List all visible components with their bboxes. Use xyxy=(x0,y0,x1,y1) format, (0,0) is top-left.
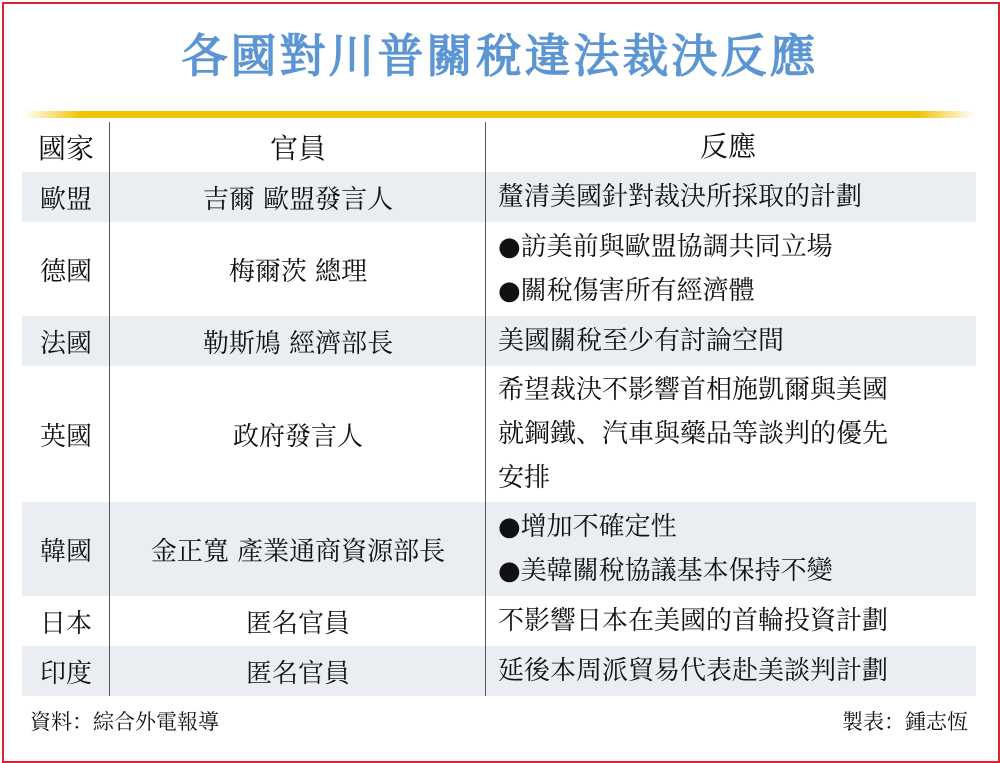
row-country: 德國 xyxy=(39,256,92,287)
header-official: 官員 xyxy=(269,132,326,165)
row-reaction xyxy=(486,599,976,643)
row-official: 匿名官員 xyxy=(245,658,350,689)
table-row xyxy=(22,316,976,366)
reaction-line: 不影響日本在美國的首輪投資計劃 xyxy=(498,606,889,636)
reaction-table xyxy=(22,122,976,696)
table-header-row xyxy=(22,122,976,172)
row-reaction xyxy=(486,319,976,363)
table-row xyxy=(22,502,976,596)
row-official: 政府發言人 xyxy=(232,421,363,452)
row-official: 金正寬 產業通商資源部長 xyxy=(150,536,446,567)
table-row xyxy=(22,222,976,316)
reaction-line: 希望裁決不影響首相施凱爾與美國 xyxy=(498,375,889,405)
reaction-line: ●增加不確定性 xyxy=(498,512,677,542)
row-reaction xyxy=(486,649,976,693)
row-reaction xyxy=(486,225,976,313)
row-country: 英國 xyxy=(39,421,92,452)
source-note: 資料：綜合外電報導 xyxy=(30,710,219,734)
reaction-line: ●關稅傷害所有經濟體 xyxy=(498,276,755,306)
table-row xyxy=(22,646,976,696)
row-reaction xyxy=(486,368,976,500)
reaction-line: 安排 xyxy=(498,463,551,493)
row-country: 日本 xyxy=(39,608,92,639)
page-title: 各國對川普關稅違法裁決反應 xyxy=(181,29,819,83)
reaction-line: 延後本周派貿易代表赴美談判計劃 xyxy=(498,656,889,686)
row-official: 梅爾茨 總理 xyxy=(228,256,368,287)
credit-note: 製表：鍾志恆 xyxy=(842,710,968,734)
reaction-line: ●訪美前與歐盟協調共同立場 xyxy=(498,232,833,262)
header-reaction: 反應 xyxy=(699,130,756,163)
row-country: 歐盟 xyxy=(39,184,92,215)
row-reaction xyxy=(486,175,976,219)
header-country: 國家 xyxy=(37,132,94,165)
row-official: 吉爾 歐盟發言人 xyxy=(202,184,394,215)
reaction-line: 就鋼鐵、汽車與藥品等談判的優先 xyxy=(498,419,889,449)
row-official: 匿名官員 xyxy=(245,608,350,639)
title-divider xyxy=(24,111,974,118)
table-row xyxy=(22,596,976,646)
table-row xyxy=(22,366,976,502)
row-country: 韓國 xyxy=(39,536,92,567)
table-row xyxy=(22,172,976,222)
reaction-line: 釐清美國針對裁決所採取的計劃 xyxy=(498,182,863,212)
row-reaction xyxy=(486,505,976,593)
row-country: 法國 xyxy=(39,328,92,359)
row-official: 勒斯鳩 經濟部長 xyxy=(202,328,394,359)
reaction-line: ●美韓關稅協議基本保持不變 xyxy=(498,556,833,586)
reaction-line: 美國關稅至少有討論空間 xyxy=(498,326,785,356)
row-country: 印度 xyxy=(39,658,92,689)
